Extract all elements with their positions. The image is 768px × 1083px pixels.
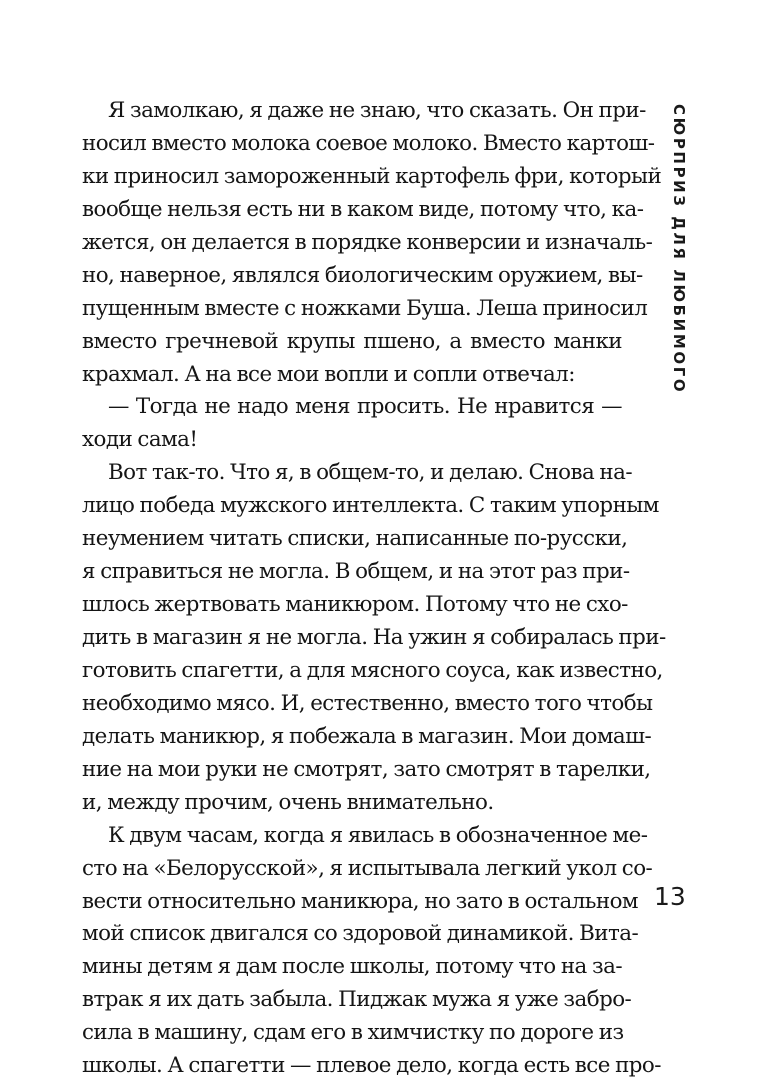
text-line: сила в машину, сдам его в химчистку по дороге из: [82, 1020, 624, 1046]
text-line: — Тогда не надо меня просить. Не нравится —: [108, 394, 622, 420]
text-line: лицо победа мужского интеллекта. С таким упорным: [82, 493, 659, 519]
text-line: жется, он делается в порядке конверсии и изначаль-: [82, 229, 653, 255]
text-line: я справиться не могла. В общем, и на этот раз при-: [82, 559, 630, 585]
text-line: пущенным вместе с ножками Буша. Леша приносил: [82, 295, 648, 321]
text-line: необходимо мясо. И, естественно, вместо того чтобы: [82, 690, 653, 716]
text-line: вести относительно маникюра, но зато в остальном: [82, 888, 639, 914]
text-line: неумением читать списки, написанные по-русски,: [82, 526, 628, 552]
text-line: делать маникюр, я побежала в магазин. Мои домаш-: [82, 723, 652, 749]
text-line: сто на «Белорусской», я испытывала легкий укол со-: [82, 855, 653, 881]
text-line: Вот так-то. Что я, в общем-то, и делаю. Снова на-: [108, 460, 633, 486]
text-line: мой список двигался со здоровой динамикой. Вита-: [82, 921, 639, 947]
text-line: и, между прочим, очень внимательно.: [82, 789, 494, 815]
running-head: СЮРПРИЗ ДЛЯ ЛЮБИМОГО: [670, 104, 688, 395]
text-line: но, наверное, являлся биологическим оружием, вы-: [82, 262, 643, 288]
text-line: шлось жертвовать маникюром. Потому что не схо-: [82, 592, 628, 618]
text-line: К двум часам, когда я явилась в обозначенное ме-: [108, 822, 648, 848]
page-number: 13: [654, 882, 686, 911]
text-line: вообще нельзя есть ни в каком виде, потому что, ка-: [82, 196, 644, 222]
text-line: школы. А спагетти — плевое дело, когда есть все про-: [82, 1053, 661, 1079]
text-line: мины детям я дам после школы, потому что на за-: [82, 954, 622, 980]
text-line: готовить спагетти, а для мясного соуса, как известно,: [82, 657, 663, 683]
body-text: [82, 95, 666, 1083]
text-line: вместо гречневой крупы пшено, а вместо манки: [82, 328, 622, 354]
text-line: Я замолкаю, я даже не знаю, что сказать. Он при-: [108, 98, 646, 123]
text-line: ки приносил замороженный картофель фри, который: [82, 163, 662, 189]
text-line: ходи сама!: [82, 427, 198, 453]
text-line: втрак я их дать забыла. Пиджак мужа я уже забро-: [82, 987, 632, 1013]
text-line: дить в магазин я не могла. На ужин я собиралась при-: [82, 625, 666, 650]
text-line: носил вместо молока соевое молоко. Вместо картош-: [82, 130, 655, 156]
text-line: крахмал. А на все мои вопли и сопли отвечал:: [82, 361, 575, 387]
text-line: ние на мои руки не смотрят, зато смотрят в тарелки,: [82, 756, 651, 782]
